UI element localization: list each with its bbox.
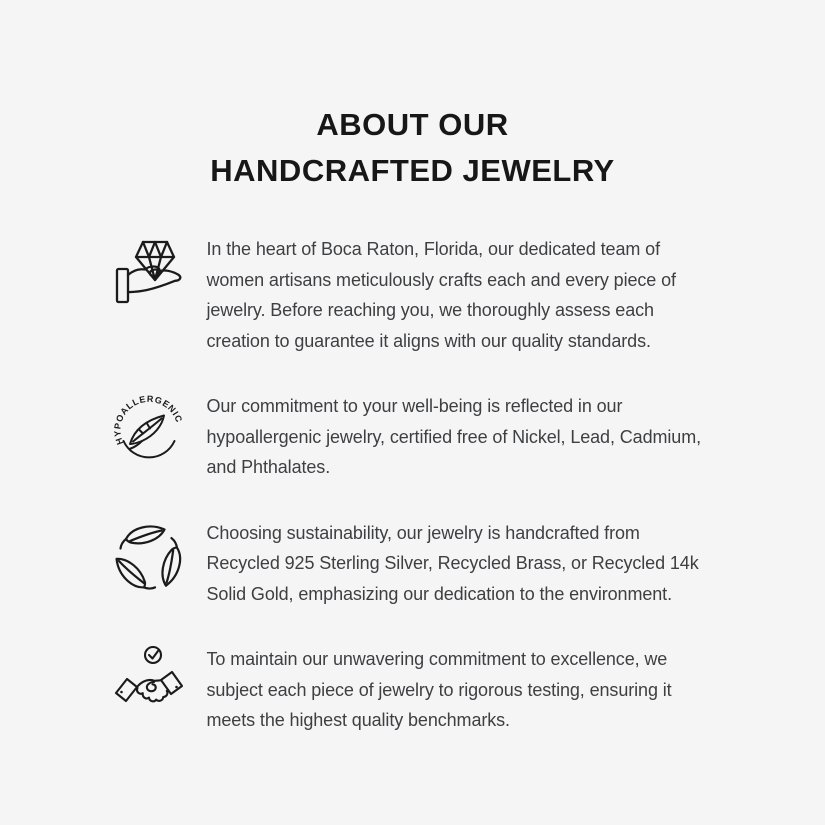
feature-text-sustainability	[207, 516, 719, 610]
icon-cell-4	[107, 642, 191, 722]
text-line: Choosing sustainability, our jewelry is handcrafted from	[206, 522, 640, 543]
text-line: Solid Gold, emphasizing our dedication to the environment.	[206, 583, 672, 604]
check-circle	[145, 647, 161, 663]
text-line: Recycled 925 Sterling Silver, Recycled Brass, or Recycled 14k	[206, 553, 699, 573]
icon-cell-1	[107, 232, 191, 312]
text-line: jewelry. Before reaching you, we thoroughly assess each	[206, 300, 654, 320]
page-title-line-2: HANDCRAFTED JEWELRY	[210, 153, 615, 188]
text-line: To maintain our unwavering commitment to excellence, we	[206, 649, 668, 669]
about-section	[107, 0, 719, 736]
icon-cell-3	[107, 516, 191, 596]
feature-row-hypoallergenic	[107, 389, 719, 483]
text-line: creation to guarantee it aligns with our quality standards.	[206, 330, 651, 351]
hypoallergenic-badge-icon	[109, 389, 189, 469]
text-line: hypoallergenic jewelry, certified free of Nickel, Lead, Cadmium,	[206, 426, 701, 447]
text-line: Our commitment to your well-being is reflected in our	[206, 396, 623, 416]
feature-row-craftsmanship	[107, 232, 719, 356]
page-title	[107, 102, 719, 194]
page-title-line-1: ABOUT OUR	[316, 107, 509, 142]
feature-text-craftsmanship	[207, 232, 719, 356]
recycled-leaves-icon	[109, 516, 189, 596]
diamond-in-hand-icon	[109, 232, 189, 312]
feature-row-quality	[107, 642, 719, 736]
text-line: subject each piece of jewelry to rigorous testing, ensuring it	[206, 679, 672, 700]
handshake-verified-icon	[109, 642, 189, 722]
feature-text-quality	[207, 642, 719, 736]
text-line: and Phthalates.	[206, 457, 331, 477]
feature-row-sustainability	[107, 516, 719, 610]
text-line: meets the highest quality benchmarks.	[206, 710, 510, 730]
feature-text-hypoallergenic	[207, 389, 719, 483]
icon-cell-2	[107, 389, 191, 469]
text-line: In the heart of Boca Raton, Florida, our dedicated team of	[206, 239, 660, 259]
text-line: women artisans meticulously crafts each and every piece of	[206, 269, 676, 290]
hypoallergenic-badge-label: HYPOALLERGENIC	[111, 393, 184, 447]
